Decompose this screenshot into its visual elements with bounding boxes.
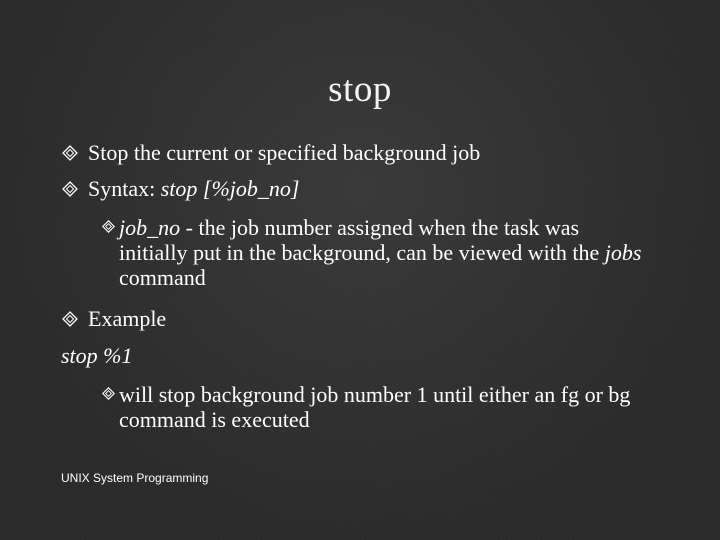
bullet-text-1: Stop the current or specified background job xyxy=(88,140,481,165)
small-diamond-bullet-icon xyxy=(102,387,115,400)
syntax-code: stop [%job_no] xyxy=(160,176,300,201)
sub-bullet-text-2: will stop background job number 1 until either an fg or bg command is executed xyxy=(119,382,631,432)
slide-title: stop xyxy=(328,69,392,110)
small-diamond-bullet-icon xyxy=(102,220,115,233)
term-jobs: jobs xyxy=(604,240,642,265)
diamond-bullet-icon xyxy=(62,181,78,197)
bullet-text-2 xyxy=(88,176,299,201)
sub-bullet-text-1 xyxy=(119,215,649,290)
slide-footer: UNIX System Programming xyxy=(61,471,209,485)
syntax-label: Syntax: xyxy=(88,176,161,201)
sub1-text-b: command xyxy=(119,265,206,290)
example-code xyxy=(61,343,133,368)
sub1-text-a: - the job number assigned when the task was initially put in the background, can be viewed with the xyxy=(119,215,605,265)
bullet-text-3: Example xyxy=(88,306,167,331)
diamond-bullet-icon xyxy=(62,145,78,161)
example-code-text: stop %1 xyxy=(61,343,133,368)
diamond-bullet-icon xyxy=(62,311,78,327)
term-job-no: job_no xyxy=(119,215,181,240)
